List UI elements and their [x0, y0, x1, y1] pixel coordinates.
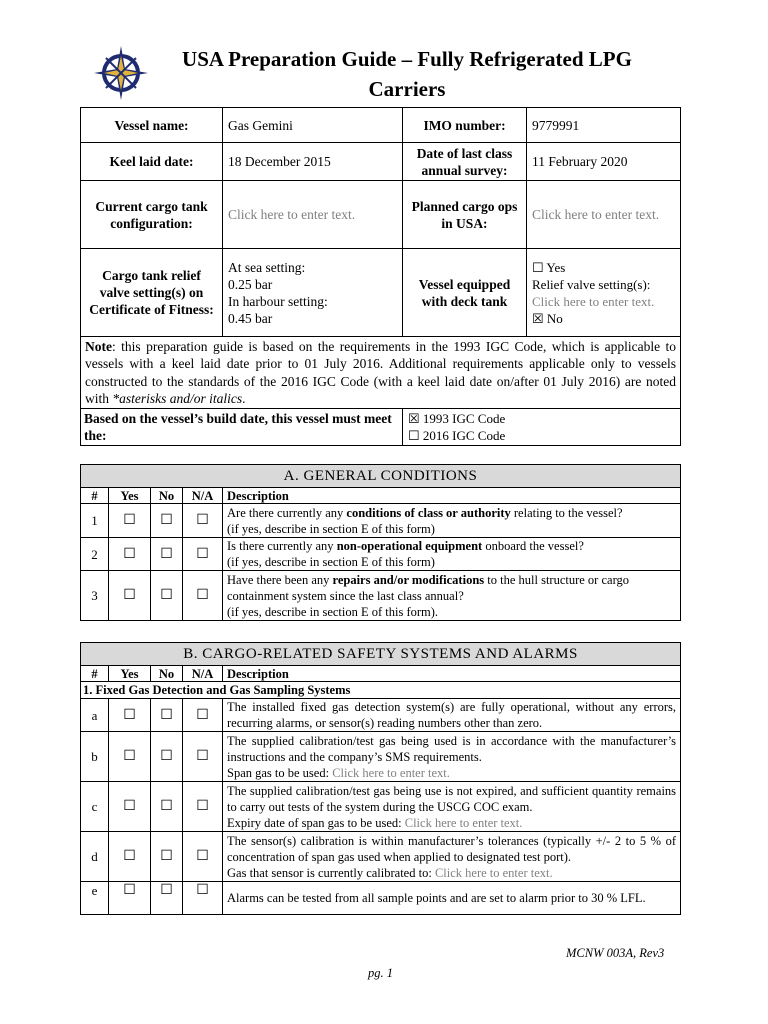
row-number: 2 [81, 538, 109, 571]
desc-note: (if yes, describe in section E of this form). [227, 604, 439, 619]
no-checkbox[interactable]: ☐ [151, 882, 183, 915]
relief-valve-settings [223, 249, 403, 337]
yes-checkbox[interactable]: ☐ [109, 699, 151, 732]
row-description [223, 571, 681, 621]
note-end: . [242, 391, 246, 406]
deck-relief-field[interactable]: Click here to enter text. [532, 293, 655, 309]
vessel-name-label: Vessel name: [81, 108, 223, 143]
expiry-field[interactable]: Click here to enter text. [404, 815, 523, 830]
table-row [81, 699, 681, 732]
row-number: 3 [81, 571, 109, 621]
col-na: N/A [183, 666, 223, 682]
row-number: d [81, 832, 109, 882]
note-emphasis: *asterisks and/or italics [112, 391, 243, 406]
desc-text: Is there currently any [227, 539, 337, 553]
subsection-title: 1. Fixed Gas Detection and Gas Sampling Systems [81, 682, 681, 699]
table-row [81, 571, 681, 621]
expiry-label: Expiry date of span gas to be used: [227, 815, 405, 830]
row-description: Alarms can be tested from all sample points and are set to alarm prior to 30 % LFL. [223, 882, 681, 915]
deck-relief-label: Relief valve setting(s): [532, 276, 651, 292]
row-number: 1 [81, 504, 109, 538]
desc-text: relating to the vessel? [510, 505, 623, 520]
relief-sea-label: At sea setting: [228, 259, 306, 275]
desc-note: (if yes, describe in section E of this form) [227, 555, 435, 569]
na-checkbox[interactable]: ☐ [183, 832, 223, 882]
col-no: No [151, 666, 183, 682]
table-row [81, 538, 681, 571]
deck-tank-no-checkbox[interactable]: ☒ No [532, 310, 563, 326]
calibrated-gas-label: Gas that sensor is currently calibrated to: [227, 865, 435, 880]
no-checkbox[interactable]: ☐ [151, 832, 183, 882]
row-description [223, 504, 681, 538]
col-description: Description [223, 488, 681, 504]
row-description [223, 832, 681, 882]
yes-checkbox[interactable]: ☐ [109, 832, 151, 882]
deck-tank-yes-checkbox[interactable]: ☐ Yes [532, 259, 566, 275]
page-number: pg. 1 [368, 966, 393, 980]
vessel-info-table [80, 107, 681, 446]
na-checkbox[interactable]: ☐ [183, 732, 223, 782]
imo-label: IMO number: [403, 108, 527, 143]
relief-harbour-value[interactable]: 0.45 bar [228, 310, 273, 326]
no-checkbox[interactable]: ☐ [151, 782, 183, 832]
yes-checkbox[interactable]: ☐ [109, 538, 151, 571]
desc-note: (if yes, describe in section E of this form) [227, 521, 435, 536]
code-2016-checkbox[interactable]: ☐ 2016 IGC Code [408, 428, 506, 443]
table-row [81, 882, 681, 915]
deck-tank-label: Vessel equipped with deck tank [403, 249, 527, 337]
row-description [223, 782, 681, 832]
relief-harbour-label: In harbour setting: [228, 293, 328, 309]
vessel-name-value[interactable]: Gas Gemini [223, 108, 403, 143]
table-row [81, 732, 681, 782]
row-number: b [81, 732, 109, 782]
relief-valve-label: Cargo tank relief valve setting(s) on Certificate of Fitness: [81, 249, 223, 337]
row-number: e [81, 882, 109, 915]
relief-sea-value[interactable]: 0.25 bar [228, 276, 273, 292]
survey-value[interactable]: 11 February 2020 [527, 143, 681, 181]
row-number: c [81, 782, 109, 832]
desc-bold: non-operational equipment [336, 539, 483, 553]
yes-checkbox[interactable]: ☐ [109, 732, 151, 782]
span-gas-field[interactable]: Click here to enter text. [332, 765, 450, 780]
row-description: The installed fixed gas detection system(s) are fully operational, without any errors, recurring alarms, or sensor(s) reading numbers other than zero. [223, 699, 681, 732]
col-num: # [81, 488, 109, 504]
page-title: USA Preparation Guide – Fully Refrigerated LPG Carriers [182, 47, 632, 101]
col-no: No [151, 488, 183, 504]
row-number: a [81, 699, 109, 732]
no-checkbox[interactable]: ☐ [151, 699, 183, 732]
na-checkbox[interactable]: ☐ [183, 538, 223, 571]
row-description [223, 538, 681, 571]
yes-checkbox[interactable]: ☐ [109, 782, 151, 832]
document-reference: MCNW 003A, Rev3 [566, 946, 665, 960]
deck-tank-options [527, 249, 681, 337]
yes-checkbox[interactable]: ☐ [109, 504, 151, 538]
table-row [81, 832, 681, 882]
na-checkbox[interactable]: ☐ [183, 699, 223, 732]
build-code-options [403, 409, 681, 446]
section-a-table [80, 464, 681, 621]
na-checkbox[interactable]: ☐ [183, 882, 223, 915]
span-gas-label: Span gas to be used: [227, 765, 333, 780]
imo-value[interactable]: 9779991 [527, 108, 681, 143]
row-description [223, 732, 681, 782]
keel-value[interactable]: 18 December 2015 [223, 143, 403, 181]
na-checkbox[interactable]: ☐ [183, 504, 223, 538]
col-num: # [81, 666, 109, 682]
compass-logo-icon [92, 44, 150, 102]
desc-bold: conditions of class or authority [346, 505, 511, 520]
table-row [81, 504, 681, 538]
col-description: Description [223, 666, 681, 682]
build-code-label: Based on the vessel’s build date, this vessel must meet the: [81, 409, 403, 446]
note-text: : this preparation guide is based on the requirements in the 1993 IGC Code, which is applicable to vessels with a keel laid date prior to 01 July 2016. Additional requirements applicable only to vessels constructed to the standards of the 2016 IGC Code (with a keel laid date on/after 01 July 2016) are noted with [85, 338, 676, 406]
col-yes: Yes [109, 666, 151, 682]
desc-text: The sensor(s) calibration is within manufacturer’s tolerances (typically +/- 2 to 5 % of concentration of span gas used when applied to designated test port). [227, 833, 677, 864]
note-label: Note [85, 338, 112, 354]
cargo-config-label: Current cargo tank configuration: [81, 181, 223, 249]
no-checkbox[interactable]: ☐ [151, 538, 183, 571]
note-paragraph [81, 337, 681, 409]
na-checkbox[interactable]: ☐ [183, 782, 223, 832]
keel-label: Keel laid date: [81, 143, 223, 181]
table-row [81, 782, 681, 832]
yes-checkbox[interactable]: ☐ [109, 571, 151, 621]
planned-ops-label: Planned cargo ops in USA: [403, 181, 527, 249]
section-b-title: B. CARGO-RELATED SAFETY SYSTEMS AND ALARMS [81, 643, 681, 666]
desc-text: onboard the vessel? [482, 539, 584, 553]
no-checkbox[interactable]: ☐ [151, 571, 183, 621]
desc-text: Have there been any [227, 572, 333, 587]
section-b-table [80, 642, 681, 915]
calibrated-gas-field[interactable]: Click here to enter text. [434, 865, 553, 880]
no-checkbox[interactable]: ☐ [151, 732, 183, 782]
na-checkbox[interactable]: ☐ [183, 571, 223, 621]
desc-bold: repairs and/or modifications [332, 572, 485, 587]
planned-ops-field[interactable]: Click here to enter text. [527, 181, 681, 249]
desc-text: The supplied calibration/test gas being use is not expired, and sufficient quantity remains to carry out tests of the system during the USCG COC exam. [227, 783, 677, 814]
survey-label: Date of last class annual survey: [403, 143, 527, 181]
cargo-config-field[interactable]: Click here to enter text. [223, 181, 403, 249]
yes-checkbox[interactable]: ☐ [109, 882, 151, 915]
code-1993-checkbox[interactable]: ☒ 1993 IGC Code [408, 411, 506, 426]
desc-text: to the hull structure or cargo containment system since the last class annual? [227, 572, 630, 603]
desc-text: Are there currently any [227, 505, 347, 520]
no-checkbox[interactable]: ☐ [151, 504, 183, 538]
desc-text: The supplied calibration/test gas being used is in accordance with the manufacturer’s instructions and the company’s SMS requirements. [227, 733, 677, 764]
col-na: N/A [183, 488, 223, 504]
section-a-title: A. GENERAL CONDITIONS [81, 465, 681, 488]
col-yes: Yes [109, 488, 151, 504]
